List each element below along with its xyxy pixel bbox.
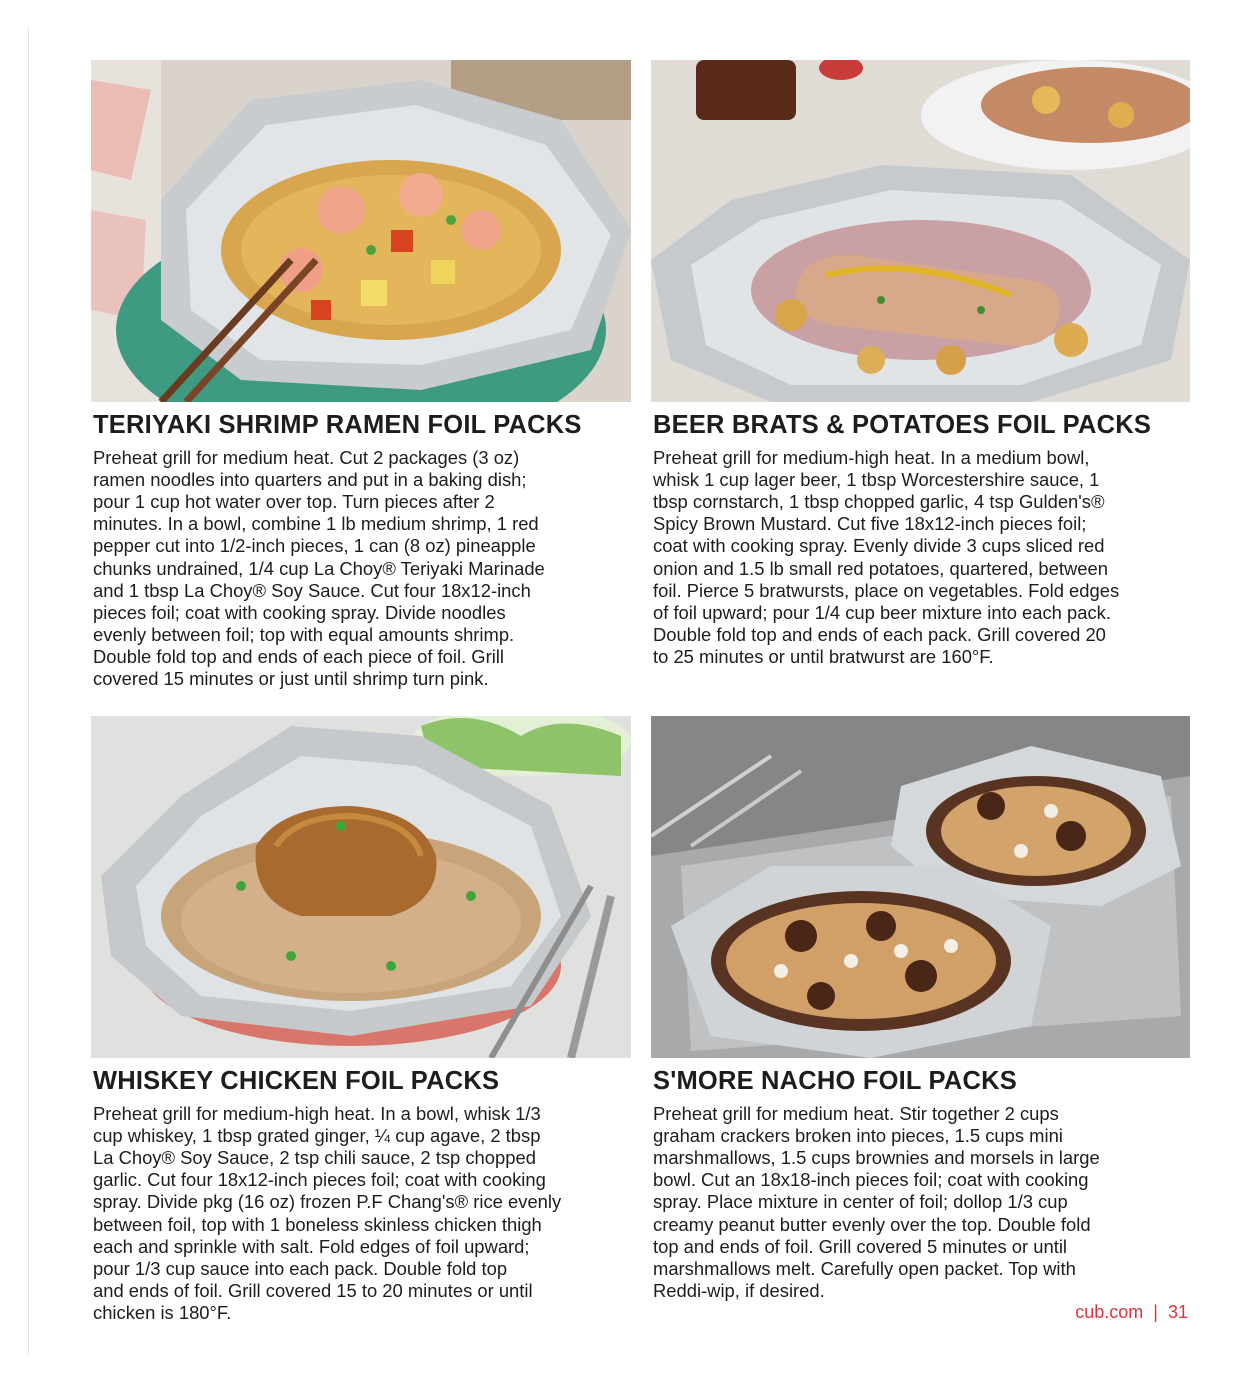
- instruction-line: garlic. Cut four 18x12-inch pieces foil; coat with cooking: [93, 1169, 546, 1191]
- instruction-line: of foil upward; pour 1/4 cup beer mixture into each pack.: [653, 601, 1111, 623]
- instruction-line: La Choy® Soy Sauce, 2 tsp chili sauce, 2 tsp chopped: [93, 1147, 536, 1169]
- instruction-line: ramen noodles into quarters and put in a baking dish;: [93, 468, 527, 490]
- footer-site-link[interactable]: cub.com: [1075, 1302, 1144, 1322]
- instruction-line: Reddi-wip, if desired.: [653, 1280, 825, 1302]
- page-edge-line: [28, 28, 29, 1355]
- instruction-line: minutes. In a bowl, combine 1 lb medium shrimp, 1 red: [93, 513, 539, 535]
- whiskey-chicken-photo: [91, 716, 631, 1058]
- instruction-line: creamy peanut butter evenly over the top. Double fold: [653, 1213, 1091, 1235]
- instruction-line: Preheat grill for medium heat. Stir together 2 cups: [653, 1102, 1059, 1124]
- instruction-line: each and sprinkle with salt. Fold edges of foil upward;: [93, 1235, 530, 1257]
- instruction-line: whisk 1 cup lager beer, 1 tbsp Worcestershire sauce, 1: [653, 468, 1100, 490]
- footer-separator: |: [1153, 1302, 1158, 1322]
- instruction-line: to 25 minutes or until bratwurst are 160°F.: [653, 646, 994, 668]
- instruction-line: graham crackers broken into pieces, 1.5 cups mini: [653, 1124, 1063, 1146]
- instruction-line: marshmallows melt. Carefully open packet. Top with: [653, 1257, 1076, 1279]
- instruction-line: evenly between foil; top with equal amounts shrimp.: [93, 624, 515, 646]
- recipe-whiskey-chicken: [91, 716, 631, 1324]
- page-footer: [1075, 1302, 1188, 1323]
- instruction-line: chicken is 180°F.: [93, 1302, 232, 1324]
- recipe-beer-brats: [651, 60, 1190, 668]
- instruction-line: spray. Divide pkg (16 oz) frozen P.F Chang's® rice evenly: [93, 1191, 562, 1213]
- instruction-line: pieces foil; coat with cooking spray. Divide noodles: [93, 601, 506, 623]
- instruction-line: between foil, top with 1 boneless skinless chicken thigh: [93, 1213, 542, 1235]
- instruction-line: and 1 tbsp La Choy® Soy Sauce. Cut four 18x12-inch: [93, 579, 531, 601]
- recipe-teriyaki-shrimp: [91, 60, 631, 690]
- instruction-line: pour 1/3 cup sauce into each pack. Double fold top: [93, 1257, 508, 1279]
- recipe-instructions: [93, 447, 631, 691]
- instruction-line: Preheat grill for medium-high heat. In a medium bowl,: [653, 446, 1090, 468]
- recipe-instructions: [93, 1103, 631, 1325]
- instruction-line: coat with cooking spray. Evenly divide 3 cups sliced red: [653, 535, 1105, 557]
- recipe-instructions: [653, 447, 1190, 669]
- beer-brats-photo: [651, 60, 1190, 402]
- instruction-line: tbsp cornstarch, 1 tbsp chopped garlic, 4 tsp Gulden's®: [653, 491, 1105, 513]
- instruction-line: pour 1 cup hot water over top. Turn pieces after 2: [93, 491, 495, 513]
- instruction-line: chunks undrained, 1/4 cup La Choy® Teriyaki Marinade: [93, 557, 545, 579]
- recipe-instructions: [653, 1103, 1190, 1302]
- instruction-line: and ends of foil. Grill covered 15 to 20 minutes or until: [93, 1280, 533, 1302]
- teriyaki-shrimp-photo: [91, 60, 631, 402]
- instruction-line: top and ends of foil. Grill covered 5 minutes or until: [653, 1235, 1068, 1257]
- recipe-title: BEER BRATS & POTATOES FOIL PACKS: [653, 411, 1152, 439]
- instruction-line: cup whiskey, 1 tbsp grated ginger, ¼ cup agave, 2 tbsp: [93, 1124, 541, 1146]
- instruction-line: spray. Place mixture in center of foil; dollop 1/3 cup: [653, 1191, 1068, 1213]
- recipe-title: S'MORE NACHO FOIL PACKS: [653, 1067, 1017, 1095]
- page-number: 31: [1167, 1302, 1188, 1322]
- instruction-line: Preheat grill for medium-high heat. In a bowl, whisk 1/3: [93, 1102, 541, 1124]
- instruction-line: marshmallows, 1.5 cups brownies and morsels in large: [653, 1147, 1100, 1169]
- recipe-title: TERIYAKI SHRIMP RAMEN FOIL PACKS: [93, 411, 582, 439]
- instruction-line: pepper cut into 1/2-inch pieces, 1 can (8 oz) pineapple: [93, 535, 536, 557]
- instruction-line: foil. Pierce 5 bratwursts, place on vegetables. Fold edges: [653, 579, 1120, 601]
- smore-nacho-photo: [651, 716, 1190, 1058]
- recipe-title: WHISKEY CHICKEN FOIL PACKS: [93, 1067, 500, 1095]
- instruction-line: onion and 1.5 lb small red potatoes, quartered, between: [653, 557, 1108, 579]
- recipe-smore-nacho: [651, 716, 1190, 1302]
- instruction-line: covered 15 minutes or just until shrimp turn pink.: [93, 668, 489, 690]
- instruction-line: Double fold top and ends of each piece of foil. Grill: [93, 646, 504, 668]
- instruction-line: Double fold top and ends of each pack. Grill covered 20: [653, 624, 1106, 646]
- instruction-line: bowl. Cut an 18x18-inch pieces foil; coat with cooking: [653, 1169, 1089, 1191]
- instruction-line: Spicy Brown Mustard. Cut five 18x12-inch pieces foil;: [653, 513, 1087, 535]
- instruction-line: Preheat grill for medium heat. Cut 2 packages (3 oz): [93, 446, 520, 468]
